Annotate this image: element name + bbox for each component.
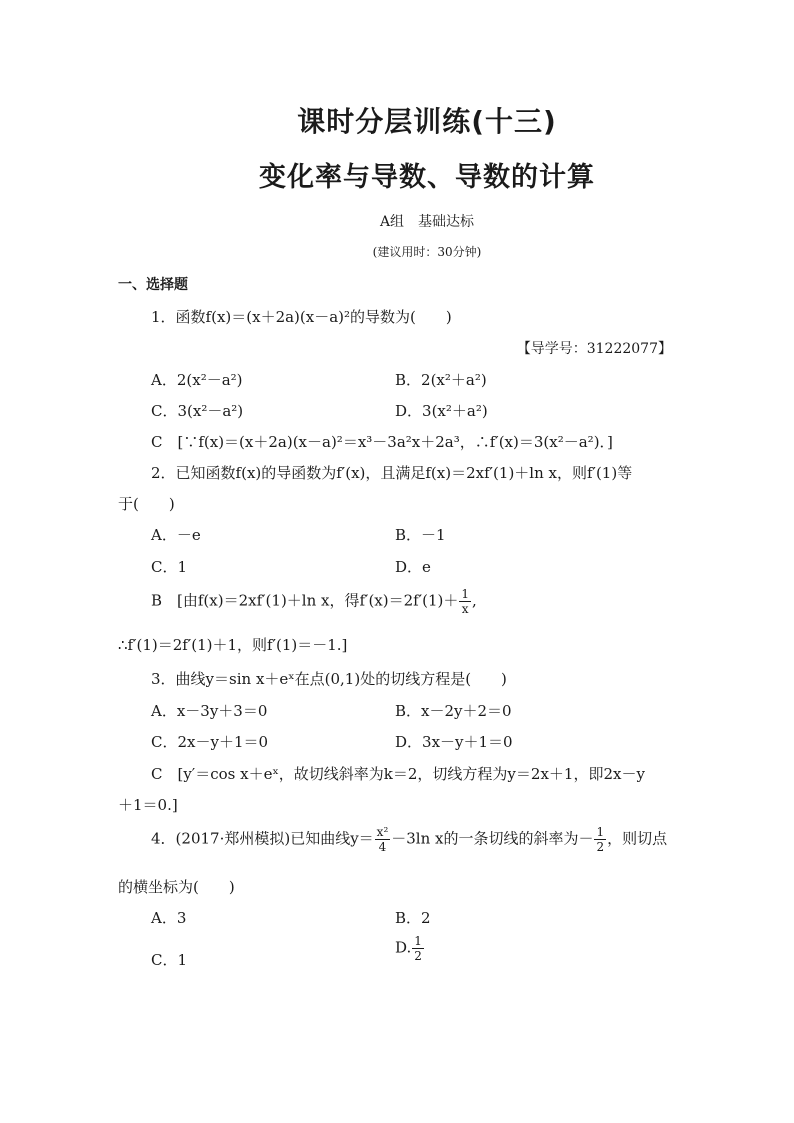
q1-option-b: B．2(x²＋a²) [395,371,487,389]
q4-fraction-1 [375,826,391,853]
q4-option-c: C．1 [151,951,188,969]
q4-stem-cont: 的横坐标为( ) [118,878,235,896]
q2-frac-numerator: 1 [461,587,469,601]
q3-option-c: C．2x－y＋1＝0 [151,733,269,751]
q1-option-c: C．3(x²－a²) [151,402,244,420]
q4-option-d [395,935,425,962]
q2-answer-cont: ∴f′(1)＝2f′(1)＋1，则f′(1)＝－1.] [118,636,348,654]
q4-stem-text: 4．(2017·郑州模拟)已知曲线y＝ [151,829,374,848]
q2-answer [151,588,477,615]
q2-answer-tail: , [472,591,477,610]
q4-frac1-numerator: x² [376,825,389,839]
q3-answer: C [y′＝cos x＋eˣ，故切线斜率为k＝2，切线方程为y＝2x＋1，即2x－y [151,765,645,783]
q1-stem: 1．函数f(x)＝(x＋2a)(x－a)²的导数为( ) [151,308,452,326]
q2-answer-text: B [由f(x)＝2xf′(1)＋ln x，得f′(x)＝2f′(1)＋ [151,591,459,610]
page-subtitle: 变化率与导数、导数的计算 [259,162,595,193]
q2-stem: 2．已知函数f(x)的导函数为f′(x)，且满足f(x)＝2xf′(1)＋ln x，则f′(1)等 [151,464,633,482]
q4-frac2-numerator: 1 [596,825,605,839]
q2-stem-cont: 于( ) [118,495,175,513]
page-title: 课时分层训练(十三) [297,105,557,138]
q2-option-d: D．e [395,558,431,576]
q1-option-d: D．3(x²＋a²) [395,402,488,420]
q2-option-b: B．－1 [395,526,446,544]
q4-stem-middle: －3ln x的一条切线的斜率为－ [391,829,594,848]
q4-optd-numerator: 1 [414,934,422,948]
q1-option-a: A．2(x²－a²) [151,371,243,389]
q4-stem-tail: ，则切点 [607,829,668,848]
q3-stem: 3．曲线y＝sin x＋eˣ在点(0,1)处的切线方程是( ) [151,670,507,688]
q1-doc-number: 【导学号：31222077】 [516,341,672,357]
q4-optd-denominator: 2 [414,949,422,963]
time-note: (建议用时：30分钟) [372,245,482,259]
q3-option-b: B．x－2y＋2＝0 [395,702,512,720]
q4-option-d-label: D. [395,938,412,957]
q4-frac2-denominator: 2 [596,840,605,854]
q4-stem [151,826,667,853]
q4-frac1-denominator: 4 [378,840,387,854]
q4-fraction-2 [594,826,606,853]
q4-option-b: B．2 [395,909,431,927]
q2-answer-fraction [459,588,471,615]
q3-option-d: D．3x－y＋1＝0 [395,733,513,751]
q1-answer: C [∵f(x)＝(x＋2a)(x－a)²＝x³－3a²x＋2a³，∴f′(x)＝3(x²－a²)．] [151,433,613,451]
q2-option-a: A．－e [151,526,201,544]
q4-option-a: A．3 [151,909,187,927]
q3-option-a: A．x－3y＋3＝0 [151,702,268,720]
q3-answer-cont: ＋1＝0.] [118,796,178,814]
q2-option-c: C．1 [151,558,188,576]
section-heading: 一、选择题 [118,277,188,293]
group-label: A组 基础达标 [379,214,475,230]
q2-frac-denominator: x [461,602,469,616]
q4-option-d-fraction [412,935,424,962]
